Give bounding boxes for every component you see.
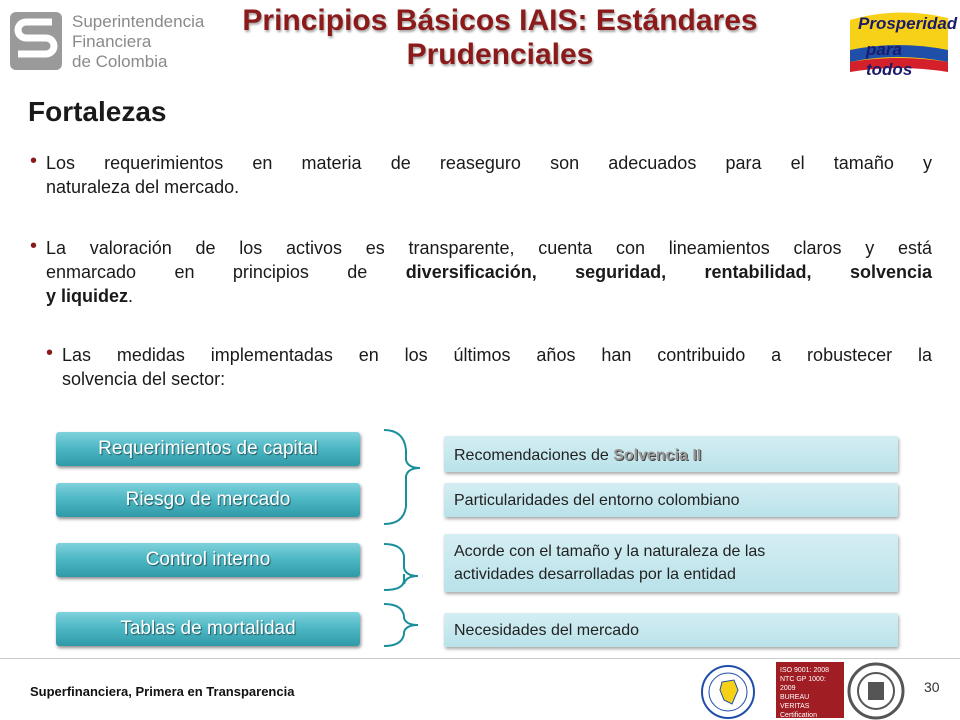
section-heading: Fortalezas [28,96,167,127]
bullet-3-line-2: solvencia del sector: [62,369,226,389]
logo-line-1: Superintendencia [72,12,205,31]
bullet-2-line-3 [46,284,932,308]
slide-title [230,4,770,72]
bullet-1-line-1: Los requerimientos en materia de reaseguro son adecuados para el tamaño y [46,153,932,173]
box-tamano-line-2: actividades desarrolladas por la entidad [454,566,736,583]
bullet-2-principles: diversificación, seguridad, rentabilidad, solvencia [405,262,932,282]
title-line-2: Prudenciales [406,38,594,71]
page-number: 30 [924,679,940,695]
footer-tagline: Superfinanciera, Primera en Transparencia [30,684,295,699]
box-tamano-line-1: Acorde con el tamaño y la naturaleza de las [454,543,766,560]
superfinanciera-logo-text [72,12,204,72]
box-requerimientos-capital: Requerimientos de capital [56,432,360,466]
box-tablas-mortalidad: Tablas de mortalidad [56,612,360,646]
cert-line-3: BUREAU VERITAS [780,694,810,710]
prosperidad-text: Prosperidad [858,14,958,33]
bullet-2-liquidez: y liquidez [46,286,129,306]
bracket-3 [384,604,418,646]
connector-brackets [380,420,440,660]
superfinanciera-emblem-icon [8,10,64,72]
box-control-interno: Control interno [56,543,360,577]
colombia-seal-icon [700,664,756,720]
bullet-2-line-2-text: enmarcado en principios de [46,262,406,282]
cert-line-4: Certification [780,712,817,719]
bullet-2-period: . [128,286,134,306]
bullet-1-line-2: naturaleza del mercado. [46,177,240,197]
footer-divider [0,658,960,659]
box-tamano-naturaleza [444,534,898,592]
box-riesgo-mercado: Riesgo de mercado [56,483,360,517]
prosperidad-logo [848,10,958,79]
bullet-3-line-1: Las medidas implementadas en los últimos años han contribuido a robustecer la [62,345,932,365]
logo-line-2: Financiera [72,32,152,51]
bullet-valoracion [30,235,932,308]
title-line-1: Principios Básicos IAIS: Estándares [242,4,758,37]
superfinanciera-logo [8,8,218,74]
iso-certification-badge [776,662,844,718]
cert-line-2: NTC GP 1000: 2009 [780,676,826,692]
bullet-icon: • [46,342,54,364]
bullet-2-line-1: La valoración de los activos es transparente, cuenta con lineamientos claros y está [46,238,932,258]
bracket-1 [384,430,420,524]
box-solvencia-ii [444,436,898,472]
bullet-medidas [46,342,932,391]
logo-line-3: de Colombia [72,52,168,71]
bullet-2-line-2 [46,260,932,284]
bullet-icon: • [30,150,38,172]
para-todos-text: para todos [866,40,913,79]
bureau-veritas-seal-icon [846,662,906,720]
bullet-icon: • [30,235,38,257]
cert-line-1: ISO 9001: 2008 [780,667,830,674]
box-entorno-colombiano: Particularidades del entorno colombiano [444,483,898,517]
solvencia-prefix: Recomendaciones de [454,447,614,464]
bullet-reaseguro [30,150,932,199]
bracket-2 [384,544,418,590]
box-necesidades-mercado: Necesidades del mercado [444,613,898,647]
solvencia-ii-label: Solvencia II [613,447,702,464]
